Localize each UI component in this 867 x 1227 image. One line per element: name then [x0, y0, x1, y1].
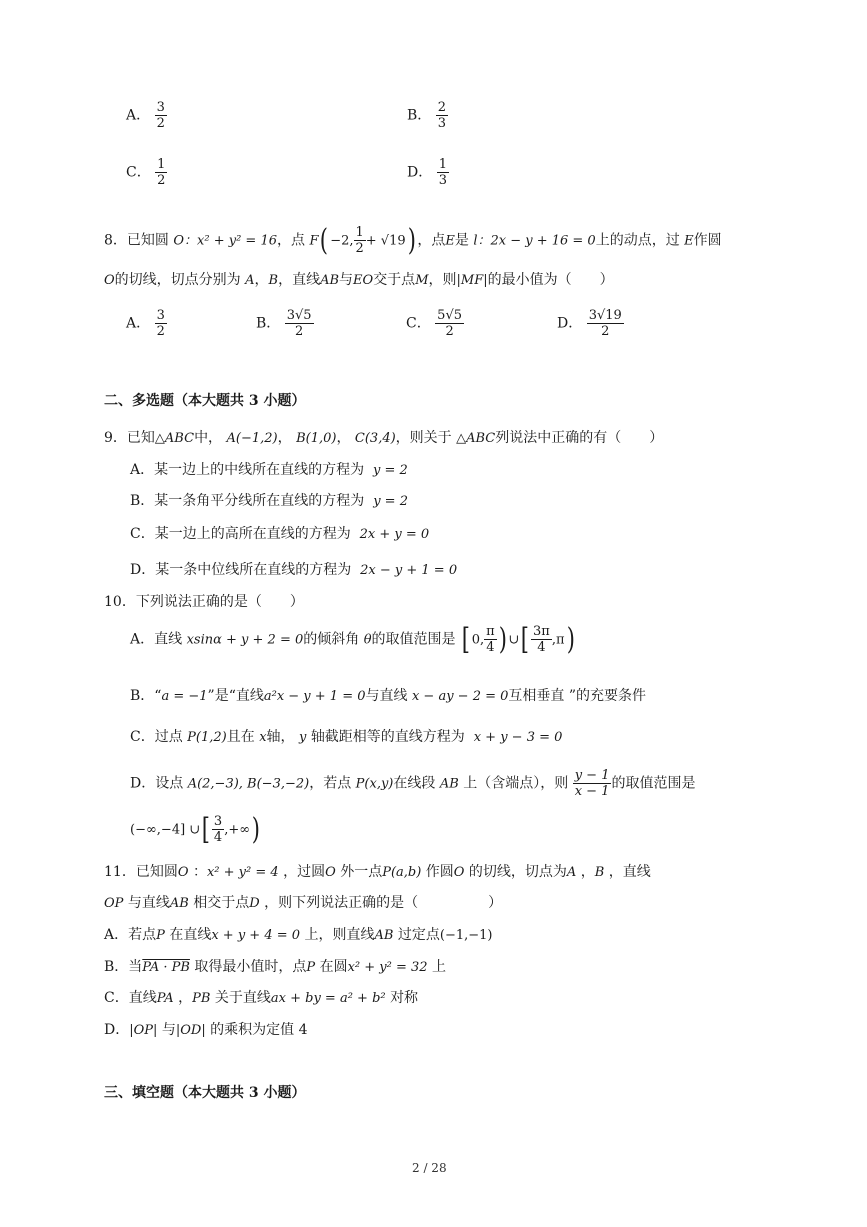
text: 外一点 [340, 864, 383, 880]
numerator: 3 [156, 308, 165, 323]
fraction [587, 308, 624, 339]
text: 下列说法正确的是（ ） [135, 594, 304, 610]
equation: a = −1 [161, 689, 208, 704]
circle-o: O [177, 865, 189, 880]
text: 在线段 [393, 775, 436, 792]
text: 上的动点，过 [595, 232, 680, 249]
text: 对称 [390, 990, 419, 1006]
text: ”是“直线 [207, 688, 264, 704]
text: 的乘积为定值 4 [210, 1022, 308, 1038]
point-m: M [415, 273, 429, 288]
text: ，直线 [608, 864, 651, 880]
point-b: B(1,0) [296, 431, 337, 446]
left-bracket: [ [521, 621, 530, 657]
q10-option-d [130, 768, 695, 799]
fraction [212, 814, 224, 845]
option-label: C． [406, 315, 431, 332]
circle-equation: x² + y² = 32 [347, 960, 428, 975]
triangle-abc: △ABC [456, 431, 496, 446]
denominator: 4 [213, 830, 223, 845]
text: 作圆 [693, 232, 722, 249]
q7-option-b [407, 100, 448, 131]
denominator: x − 1 [574, 784, 610, 799]
text: 上 [432, 959, 447, 975]
text: ，则下列说法正确的是（ ） [264, 895, 503, 911]
text: 的切线，切点分别为 [114, 272, 241, 288]
text: 上（含端点），则 [463, 775, 569, 792]
circle-o: O [104, 273, 115, 288]
fraction [285, 308, 314, 339]
text: ， [277, 430, 292, 446]
section-heading-fill-in: 三、填空题（本大题共 3 小题） [104, 1085, 306, 1101]
right-paren: ) [498, 621, 507, 657]
right-paren: ) [251, 811, 261, 847]
text: D． [104, 1022, 130, 1038]
line-equation: ax + by = a² + b² [270, 991, 386, 1006]
text: ，过圆 [283, 864, 326, 880]
line-equation: a²x − y + 1 = 0 [263, 689, 366, 704]
option-equation: 2x − y + 1 = 0 [360, 563, 458, 578]
line-eo: EO [353, 273, 374, 288]
text: 与 [339, 272, 354, 288]
denominator: 4 [486, 640, 495, 655]
q8-option-d [557, 308, 624, 339]
x-variable: x [259, 730, 267, 745]
text: ： [192, 864, 207, 880]
q7-option-a [126, 100, 167, 131]
circle-o: O [325, 865, 336, 880]
text: 已知圆 [135, 864, 178, 880]
point-p: P [306, 960, 316, 975]
numerator: π [486, 624, 495, 639]
text: 与直线 [127, 895, 170, 911]
circle-equation: x² + y² = 4 [206, 865, 279, 880]
text: ,π [551, 632, 565, 648]
text: 的取值范围是 [371, 631, 456, 648]
fixed-point: (−1,−1) [439, 928, 493, 943]
text: 是 [454, 232, 469, 249]
text: 作圆 [425, 864, 454, 880]
text: 在圆 [319, 959, 348, 975]
q8-stem-line1 [104, 222, 722, 258]
option-text: A．某一边上的中线所在直线的方程为 [130, 462, 365, 478]
option-equation: y = 2 [373, 494, 408, 509]
distance-op: |OP| [129, 1023, 158, 1038]
text: 中， [194, 430, 223, 446]
question-number: 10． [104, 594, 136, 610]
line-ab: AB [374, 928, 394, 943]
numerator: 1 [157, 157, 166, 172]
text: 的最小值为（ ） [487, 272, 614, 288]
text: 过定点 [397, 927, 440, 943]
text: (−∞,−4] ∪ [130, 822, 201, 838]
text: 0, [471, 632, 485, 648]
denominator: 4 [537, 640, 546, 655]
point-a: A(−1,2) [226, 431, 278, 446]
text: 相交于点 [193, 895, 250, 911]
q8-option-c [406, 308, 464, 339]
point-p: P(a,b) [382, 865, 422, 880]
fraction [436, 100, 448, 131]
text: 互相垂直 ”的充要条件 [508, 688, 647, 704]
denominator: 2 [295, 324, 304, 339]
denominator: 2 [156, 116, 165, 131]
text: 与直线 [365, 688, 408, 704]
line-pa: PA [156, 991, 174, 1006]
numerator: 3√5 [286, 308, 312, 323]
point-a: A [245, 273, 255, 288]
fraction [573, 768, 612, 799]
points-ab: A(2,−3), B(−3,−2) [187, 776, 310, 792]
fraction [484, 624, 497, 655]
text: ， [580, 864, 595, 880]
text: 已知圆 [126, 232, 169, 249]
point-p: P(x,y) [355, 776, 394, 792]
fraction [435, 308, 464, 339]
union-symbol: ∪ [508, 632, 520, 648]
text: ， [254, 272, 269, 288]
option-text: B．某一条角平分线所在直线的方程为 [130, 493, 365, 509]
line-pb: PB [192, 991, 211, 1006]
numerator: 1 [438, 157, 447, 172]
distance-mf: |MF| [456, 273, 488, 288]
denominator: 2 [601, 324, 610, 339]
triangle-abc: △ABC [154, 431, 195, 446]
point-b: B [268, 273, 279, 288]
numerator: 2 [437, 100, 447, 115]
line-equation: x + y + 4 = 0 [211, 928, 301, 943]
numerator: 3π [533, 624, 550, 639]
text: 的切线，切点为 [468, 864, 567, 880]
q10-stem [104, 592, 304, 612]
text: 列说法中正确的有（ ） [495, 430, 664, 446]
line-equation: xsinα + y + 2 = 0 [186, 632, 304, 648]
line-ab: AB [169, 896, 189, 911]
text: ，则关于 [395, 430, 452, 446]
text: 的倾斜角 [303, 631, 360, 648]
text: ，点 [417, 232, 446, 249]
fraction [155, 100, 167, 131]
text: 上，则直线 [304, 927, 375, 943]
fraction [531, 624, 552, 655]
q11-option-a [104, 925, 493, 946]
circle-equation: O：x² + y² = 16 [173, 233, 277, 249]
q11-option-c [104, 988, 418, 1009]
text: 交于点 [373, 272, 416, 288]
text: ,+∞ [224, 822, 251, 838]
point-f: F [309, 233, 319, 249]
text: ，则 [428, 272, 457, 288]
text: 轴截距相等的直线方程为 [310, 729, 465, 745]
line-op: OP [104, 896, 124, 911]
option-text: D．某一条中位线所在直线的方程为 [130, 562, 352, 578]
text: ，点 [277, 232, 305, 249]
text: 且在 [226, 729, 255, 745]
line-equation: x + y − 3 = 0 [473, 730, 563, 745]
option-equation: y = 2 [373, 463, 408, 478]
text: ，直线 [278, 272, 321, 288]
option-text: C．某一边上的高所在直线的方程为 [130, 526, 351, 542]
question-number: 8． [104, 232, 127, 249]
point-c: C(3,4) [354, 431, 396, 446]
denominator: 2 [156, 324, 165, 339]
option-label: D． [407, 164, 433, 181]
left-bracket: [ [201, 811, 211, 847]
denominator: 3 [438, 173, 447, 188]
line-equation: x − ay − 2 = 0 [411, 689, 509, 704]
page-number: 2 / 28 [412, 1161, 447, 1175]
right-paren: ) [566, 621, 575, 657]
q10-option-b [130, 686, 646, 707]
fraction [155, 308, 167, 339]
q11-stem-line2 [104, 893, 502, 914]
text: 与 [161, 1022, 176, 1038]
text: ， [336, 430, 351, 446]
line-equation: l：2x − y + 16 = 0 [473, 233, 596, 249]
q9-option-c [130, 524, 429, 545]
text: 轴， [266, 729, 295, 745]
text: B．当 [104, 959, 143, 975]
denominator: 2 [445, 324, 454, 339]
text: 已知 [126, 430, 155, 446]
option-label: C． [126, 164, 151, 181]
q9-stem [104, 428, 663, 449]
point-b: B [594, 865, 605, 880]
numerator: 3 [213, 814, 223, 829]
text: 在直线 [169, 927, 212, 943]
option-label: B． [256, 315, 281, 332]
numerator: 1 [355, 225, 364, 240]
q11-stem-line1 [104, 862, 651, 883]
left-bracket: [ [461, 621, 470, 657]
option-label: A． [126, 315, 151, 332]
text: 关于直线 [214, 990, 271, 1006]
option-equation: 2x + y = 0 [359, 527, 430, 542]
text: + √19 [365, 233, 406, 249]
q9-option-a [130, 460, 408, 481]
text: 的取值范围是 [611, 775, 696, 792]
q7-option-c [126, 157, 167, 188]
text: ，若点 [309, 775, 352, 792]
distance-od: |OD| [175, 1023, 206, 1038]
circle-o: O [453, 865, 465, 880]
denominator: 3 [437, 116, 447, 131]
point-a: A [566, 865, 577, 880]
left-paren: ( [320, 222, 329, 258]
numerator: y − 1 [574, 768, 610, 783]
text: A．若点 [104, 927, 157, 943]
point-e: E [445, 233, 455, 249]
vector-dot-product: PA · PB [142, 960, 190, 975]
text: B．“ [130, 688, 162, 704]
point-d: D [249, 896, 260, 911]
text: C．直线 [104, 990, 157, 1006]
fraction [437, 157, 449, 188]
option-label: B． [407, 107, 432, 124]
text: D．设点 [130, 775, 184, 792]
theta-symbol: θ [363, 632, 372, 648]
point-e: E [684, 233, 694, 249]
right-paren: ) [407, 222, 416, 258]
numerator: 5√5 [437, 308, 462, 323]
q9-option-d [130, 560, 457, 581]
denominator: 2 [157, 173, 166, 188]
text: 取得最小值时，点 [194, 959, 307, 975]
q7-option-d [407, 157, 449, 188]
question-number: 9． [104, 430, 127, 446]
option-label: A． [126, 107, 151, 124]
point-p: P(1,2) [187, 730, 227, 745]
y-variable: y [299, 730, 307, 745]
point-p: P [156, 928, 165, 943]
question-number: 11． [104, 864, 136, 880]
text: A．直线 [130, 631, 183, 648]
segment-ab: AB [439, 776, 459, 792]
fraction [354, 225, 366, 256]
q10-option-d-range [130, 811, 262, 847]
text: ， [178, 990, 193, 1006]
numerator: 3 [156, 100, 165, 115]
q8-stem-line2 [104, 270, 614, 291]
numerator: 3√19 [588, 308, 622, 323]
q8-option-a [126, 308, 167, 339]
q11-option-d [104, 1020, 308, 1041]
q9-option-b [130, 491, 408, 512]
option-label: D． [557, 315, 583, 332]
line-ab: AB [320, 273, 340, 288]
q10-option-c [130, 727, 562, 748]
q10-option-a [130, 621, 576, 657]
denominator: 2 [355, 241, 364, 256]
q11-option-b [104, 957, 446, 978]
fraction [155, 157, 167, 188]
section-heading-multiple-choice: 二、多选题（本大题共 3 小题） [104, 393, 306, 409]
text: −2, [330, 233, 354, 249]
q8-option-b [256, 308, 314, 339]
text: C．过点 [130, 729, 183, 745]
